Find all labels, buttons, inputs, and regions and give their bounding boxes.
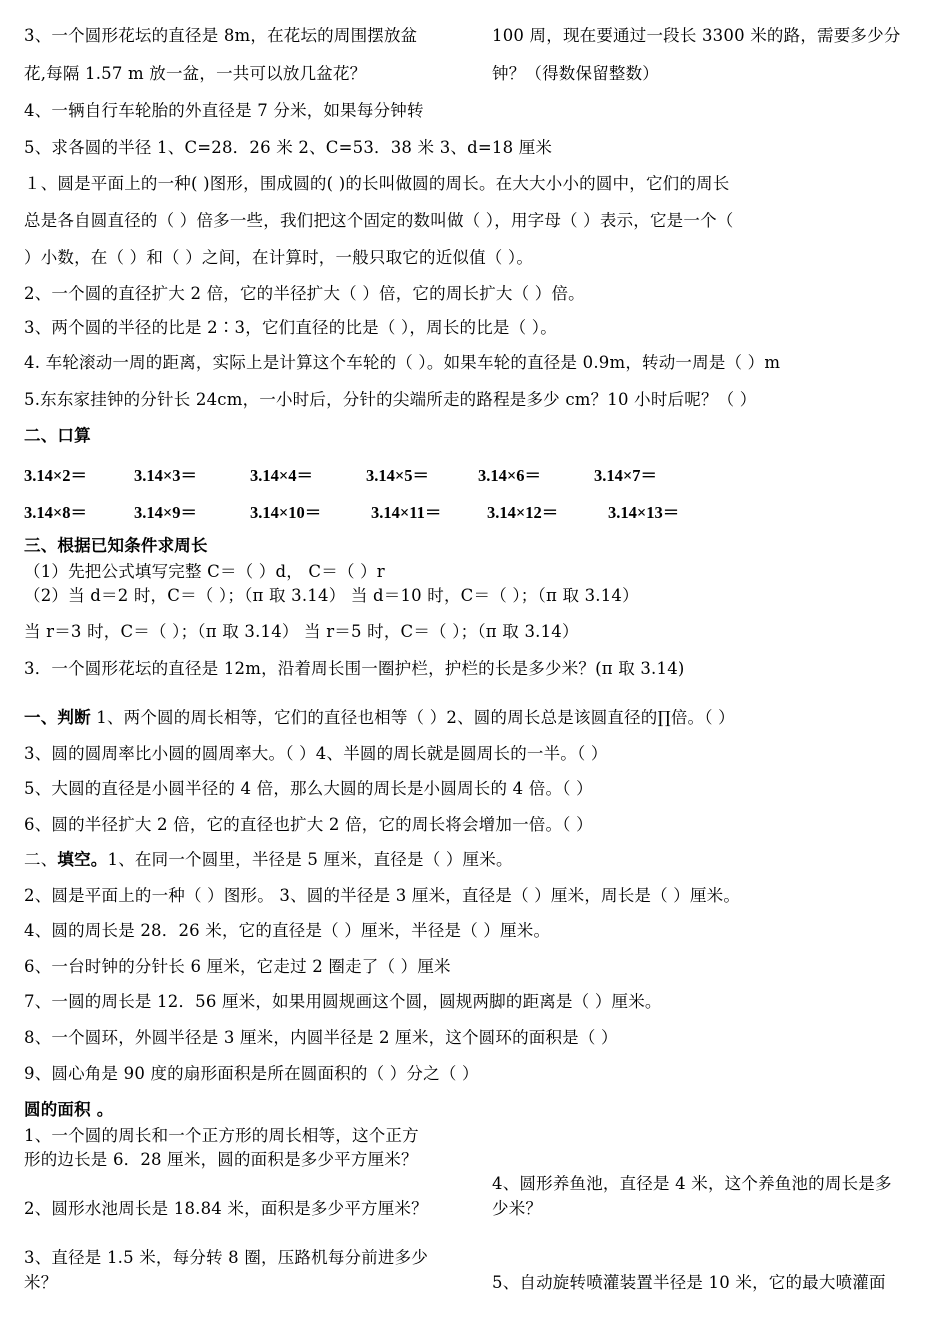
question-line: 5、求各圆的半径 1、C=28．26 米 2、C=53．38 米 3、d=18 厘米 [24,138,553,157]
section-heading-perimeter: 三、根据已知条件求周长 [24,536,208,555]
section-heading-oral: 二、口算 [24,426,91,445]
area-line: 4、圆形养鱼池，直径是 4 米，这个养鱼池的周长是多 [492,1174,892,1193]
calc-item: 3.14×3＝ [134,466,198,485]
perimeter-line: （1）先把公式填写完整 C＝（ ）d， C＝（ ）r [24,562,385,581]
fill-line: １、圆是平面上的一种( )图形，围成圆的( )的长叫做圆的周长。在大大小小的圆中，它们的周长 [24,174,730,193]
question-line: 花,每隔 1.57 m 放一盆，一共可以放几盆花？ [24,64,367,83]
fill-line: 3、两个圆的半径的比是 2∶3，它们直径的比是（ ），周长的比是（ ）。 [24,318,557,337]
area-line: 1、一个圆的周长和一个正方形的周长相等，这个正方 [24,1126,419,1145]
calc-item: 3.14×8＝ [24,503,88,522]
section-heading-area: 圆的面积 。 [24,1100,114,1119]
area-line: 3、直径是 1.5 米，每分转 8 圈，压路机每分前进多少 [24,1248,429,1267]
calc-item: 3.14×4＝ [250,466,314,485]
fill2-line: 8、一个圆环，外圆半径是 3 厘米，内圆半径是 2 厘米，这个圆环的面积是（ ） [24,1028,618,1047]
fill-line: 5.东东家挂钟的分针长 24cm，一小时后，分针的尖端所走的路程是多少 cm？10 小时后呢？（ ） [24,390,757,409]
area-line: 少米？ [492,1199,543,1218]
fill2-line [24,850,513,870]
judge-line: 3、圆的圆周率比小圆的圆周率大。（ ）4、半圆的周长就是圆周长的一半。（ ） [24,744,608,763]
question-line: 100 周，现在要通过一段长 3300 米的路，需要多少分 [492,26,901,45]
fill2-line: 2、圆是平面上的一种（ ）图形。 3、圆的半径是 3 厘米，直径是（ ）厘米，周长是（ ）厘米。 [24,886,741,905]
fill2-line: 7、一圆的周长是 12．56 厘米，如果用圆规画这个圆，圆规两脚的距离是（ ）厘米。 [24,992,662,1011]
calc-item: 3.14×11＝ [371,503,442,522]
area-line: 形的边长是 6．28 厘米，圆的面积是多少平方厘米？ [24,1150,418,1169]
calc-item: 3.14×9＝ [134,503,198,522]
section-heading-judge: 一、判断 [24,708,91,727]
fill2-line: 4、圆的周长是 28．26 米，它的直径是（ ）厘米，半径是（ ）厘米。 [24,921,551,940]
section-heading-fill: 填空。 [57,850,108,869]
fill-line: 总是各自圆直径的（ ）倍多一些，我们把这个固定的数叫做（ ），用字母（ ）表示，它是一个（ [24,211,734,230]
fill2-line: 9、圆心角是 90 度的扇形面积是所在圆面积的（ ）分之（ ） [24,1064,479,1083]
calc-item: 3.14×6＝ [478,466,542,485]
fill-line: 4. 车轮滚动一周的距离，实际上是计算这个车轮的（ ）。如果车轮的直径是 0.9m，转动一周是（ ）m [24,353,781,372]
calc-item: 3.14×2＝ [24,466,88,485]
calc-item: 3.14×10＝ [250,503,322,522]
area-line: 米？ [24,1273,58,1292]
question-line: 4、一辆自行车轮胎的外直径是 7 分米，如果每分钟转 [24,101,424,120]
question-line: 钟？（得数保留整数） [492,64,659,83]
fill2-text: 1、在同一个圆里，半径是 5 厘米，直径是（ ）厘米。 [107,850,513,869]
area-line: 2、圆形水池周长是 18.84 米，面积是多少平方厘米？ [24,1199,428,1218]
calc-item: 3.14×12＝ [487,503,559,522]
fill-line: ）小数，在（ ）和（ ）之间，在计算时，一般只取它的近似值（ ）。 [24,248,534,267]
area-line: 5、自动旋转喷灌装置半径是 10 米，它的最大喷灌面 [492,1273,886,1292]
section-number: 二、 [24,850,58,869]
judge-text: 1、两个圆的周长相等，它们的直径也相等（ ）2、圆的周长总是该圆直径的∏倍。（ ） [90,708,735,727]
perimeter-line: 3．一个圆形花坛的直径是 12m，沿着周长围一圈护栏，护栏的长是多少米？(π 取 3.14) [24,659,685,678]
judge-line [24,708,735,728]
question-line: 3、一个圆形花坛的直径是 8m，在花坛的周围摆放盆 [24,26,418,45]
calc-item: 3.14×13＝ [608,503,680,522]
judge-line: 6、圆的半径扩大 2 倍，它的直径也扩大 2 倍，它的周长将会增加一倍。（ ） [24,815,593,834]
fill-line: 2、一个圆的直径扩大 2 倍，它的半径扩大（ ）倍，它的周长扩大（ ）倍。 [24,284,585,303]
perimeter-line: （2）当 d＝2 时，C＝（ ）；（π 取 3.14） 当 d＝10 时，C＝（ ）；（π 取 3.14） [24,586,639,605]
calc-item: 3.14×5＝ [366,466,430,485]
perimeter-line: 当 r＝3 时，C＝（ ）；（π 取 3.14） 当 r＝5 时，C＝（ ）；（π 取 3.14） [24,622,579,641]
judge-line: 5、大圆的直径是小圆半径的 4 倍，那么大圆的周长是小圆周长的 4 倍。（ ） [24,779,593,798]
fill2-line: 6、一台时钟的分针长 6 厘米，它走过 2 圈走了（ ）厘米 [24,957,451,976]
calc-item: 3.14×7＝ [594,466,658,485]
